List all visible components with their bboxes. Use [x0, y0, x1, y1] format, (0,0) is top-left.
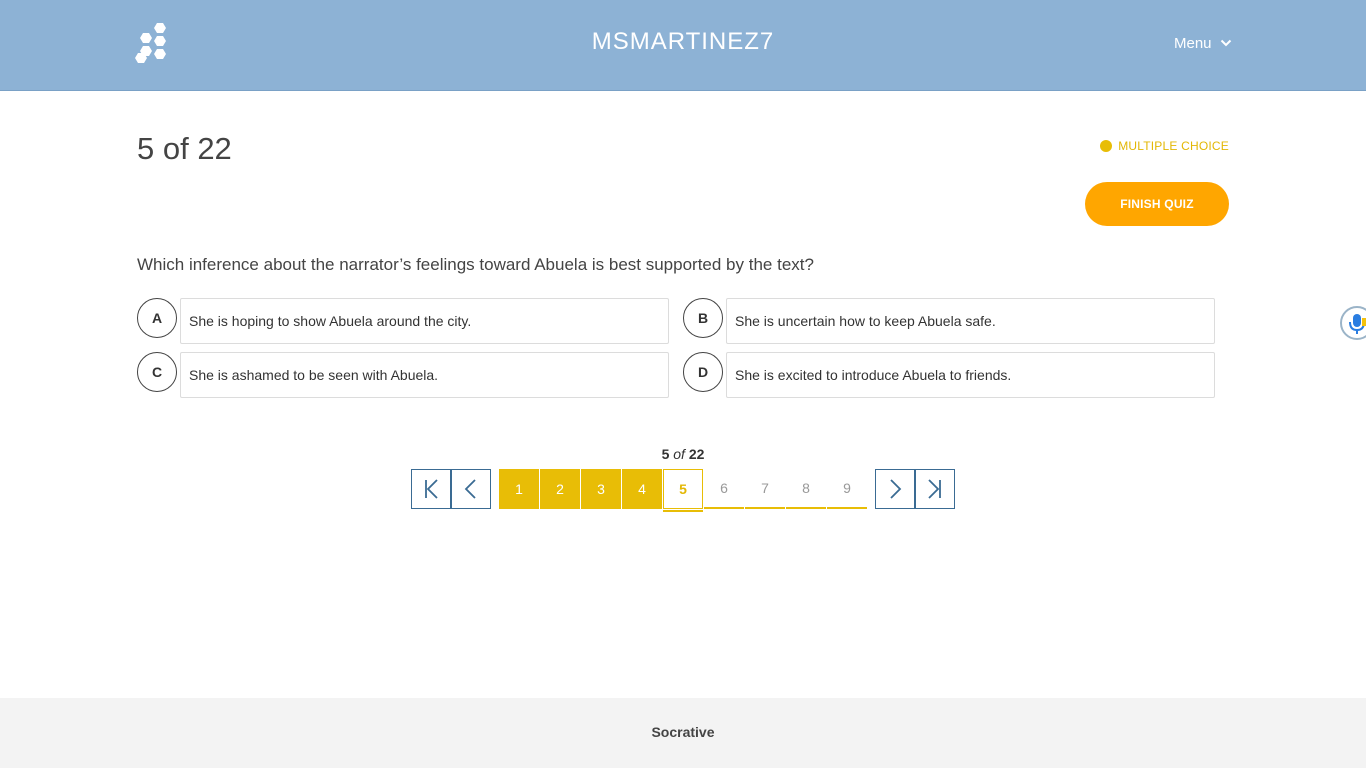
question-text: Which inference about the narrator’s feelings toward Abuela is best supported by the text? [137, 255, 814, 274]
page-number-5[interactable]: 5 [663, 469, 703, 509]
answer-text-a[interactable]: She is hoping to show Abuela around the city. [180, 298, 669, 344]
last-page-button[interactable] [915, 469, 955, 509]
answer-option-d[interactable] [683, 352, 1215, 398]
first-page-icon [422, 478, 440, 500]
prev-page-button[interactable] [451, 469, 491, 509]
page-number-3[interactable]: 3 [581, 469, 621, 509]
answer-option-a[interactable] [137, 298, 669, 344]
page-number-1[interactable]: 1 [499, 469, 539, 509]
first-page-button[interactable] [411, 469, 451, 509]
footer [0, 698, 1366, 768]
question-type-dot-icon [1100, 140, 1112, 152]
page-number-9[interactable]: 9 [827, 469, 867, 509]
microphone-icon [1342, 308, 1366, 338]
answer-letter-a[interactable]: A [137, 298, 177, 338]
answer-text-c[interactable]: She is ashamed to be seen with Abuela. [180, 352, 669, 398]
answer-letter-c[interactable]: C [137, 352, 177, 392]
pagination-total: 22 [688, 446, 705, 462]
pagination-label [0, 446, 1366, 462]
question-type-badge [1100, 139, 1229, 153]
answer-letter-b[interactable]: B [683, 298, 723, 338]
footer-brand: Socrative [651, 724, 715, 740]
last-page-icon [926, 478, 944, 500]
chevron-down-icon [1220, 39, 1232, 47]
room-name: MSMARTINEZ7 [591, 28, 775, 55]
page-number-7[interactable]: 7 [745, 469, 785, 509]
answer-option-c[interactable] [137, 352, 669, 398]
page-number-4[interactable]: 4 [622, 469, 662, 509]
question-type-label: MULTIPLE CHOICE [1118, 139, 1229, 153]
answer-option-b[interactable] [683, 298, 1215, 344]
finish-quiz-button[interactable]: FINISH QUIZ [1085, 182, 1229, 226]
menu-label: Menu [1174, 34, 1212, 52]
page-number-2[interactable]: 2 [540, 469, 580, 509]
prev-page-icon [462, 478, 480, 500]
voice-input-button[interactable] [1340, 306, 1366, 340]
menu-button[interactable] [1174, 34, 1232, 52]
next-page-icon [886, 478, 904, 500]
question-counter: 5 of 22 [137, 131, 232, 166]
next-page-button[interactable] [875, 469, 915, 509]
answer-letter-d[interactable]: D [683, 352, 723, 392]
top-header [0, 0, 1366, 91]
page-number-6[interactable]: 6 [704, 469, 744, 509]
answer-text-b[interactable]: She is uncertain how to keep Abuela safe. [726, 298, 1215, 344]
pagination-current: 5 [661, 446, 670, 462]
page-number-8[interactable]: 8 [786, 469, 826, 509]
pagination-of: of [673, 446, 685, 462]
answer-text-d[interactable]: She is excited to introduce Abuela to friends. [726, 352, 1215, 398]
